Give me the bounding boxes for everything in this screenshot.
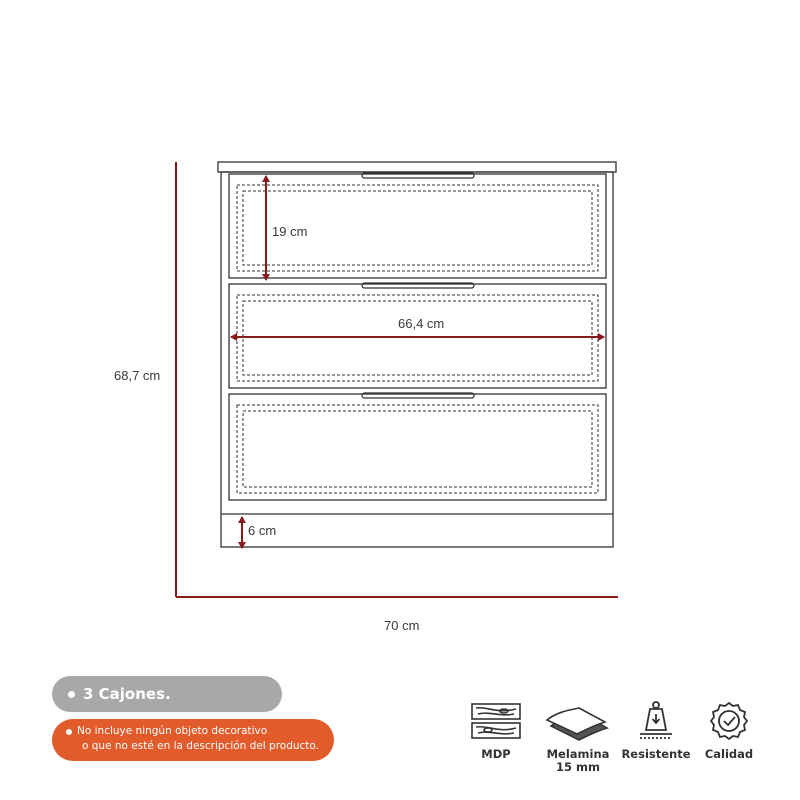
- drawer-3: [229, 393, 606, 500]
- feature-melamine-line-2: 15 mm: [556, 760, 600, 774]
- drawers-label: 3 Cajones.: [83, 685, 171, 703]
- wood-board-icon: [470, 700, 522, 742]
- dresser: [218, 162, 616, 547]
- melamine-sheet-icon: [543, 700, 613, 742]
- total-height-label: 68,7 cm: [114, 368, 161, 383]
- feature-mdp-label: MDP: [481, 747, 511, 761]
- drawer-height-label: 19 cm: [272, 224, 308, 239]
- feature-melamine-line-1: Melamina: [546, 747, 610, 761]
- weight-scale-icon: [634, 700, 678, 742]
- base-height-label: 6 cm: [248, 523, 277, 538]
- disclaimer-pill: [52, 719, 334, 761]
- feature-melamine: [538, 700, 618, 774]
- bullet-icon: [66, 729, 72, 735]
- feature-melamine-label: [538, 748, 618, 774]
- bullet-icon: [68, 691, 75, 698]
- disclaimer-line-2: o que no esté en la descripción del producto.: [82, 740, 319, 752]
- total-width-label: 70 cm: [384, 618, 420, 633]
- feature-resistant: [616, 700, 696, 761]
- disclaimer-line-1: No incluye ningún objeto decorativo: [77, 725, 268, 737]
- feature-quality: [689, 700, 769, 761]
- feature-mdp: [456, 700, 536, 761]
- feature-resistant-label: Resistente: [621, 747, 691, 761]
- drawer-width-label: 66,4 cm: [398, 316, 445, 331]
- quality-badge-icon: [707, 700, 751, 742]
- drawers-pill: [52, 676, 282, 712]
- dresser-top: [218, 162, 616, 172]
- drawer-2: [229, 283, 606, 388]
- feature-quality-label: Calidad: [704, 747, 754, 761]
